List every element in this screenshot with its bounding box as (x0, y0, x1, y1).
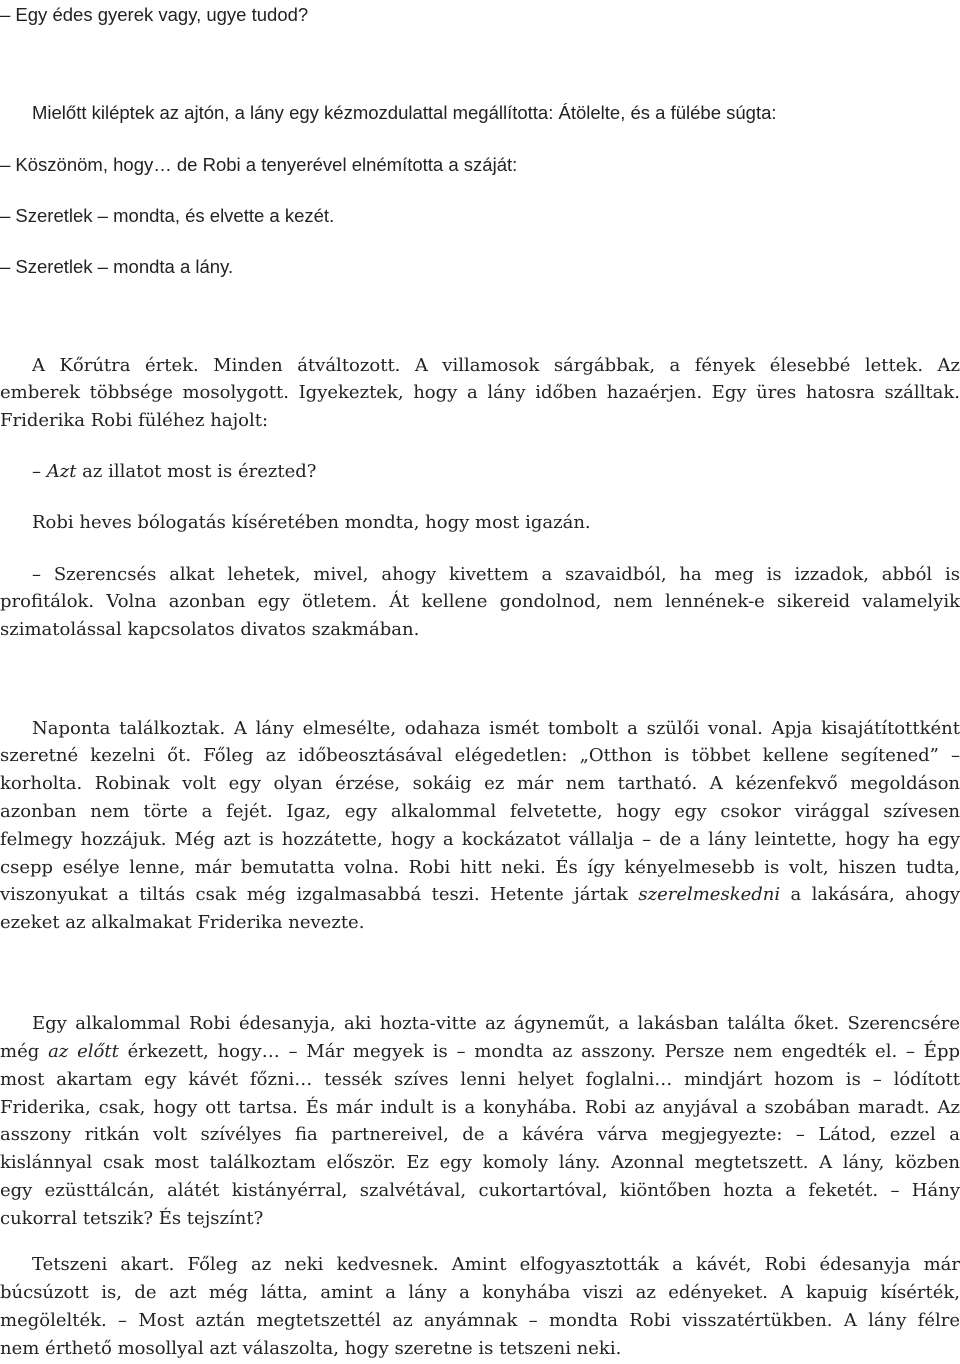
text-line: Friderika Robi füléhez hajolt: (0, 410, 269, 431)
text-line: szimatolással kapcsolatos divatos szakmában. (0, 619, 420, 640)
text-line: – Szerencsés alkat lehetek, mivel, ahogy kivettem a szavaidból, ha meg is izzadok, abból is (32, 564, 960, 585)
text-line: – Köszönöm, hogy… de Robi a tenyerével elnémította a száját: (0, 154, 518, 175)
text-line: szeretné kezelni őt. Főleg az időbeosztásával elégedetlen: „Otthon is többet kellene segítened” – (0, 745, 960, 766)
text-line: – Szeretlek – mondta, és elvette a kezét. (0, 205, 335, 226)
text-line: még az előtt érkezett, hogy… – Már megyek is – mondta az asszony. Persze nem engedték el. – Épp (0, 1041, 960, 1062)
text-line: Friderika, csak, hogy ott tartsa. És már indult is a konyhába. Robi az anyjával a szobában maradt. Az (0, 1097, 960, 1118)
text-line: ezeket az alkalmakat Friderika nevezte. (0, 912, 365, 933)
text-line: felmegy hozzájuk. Még azt is hozzátette, hogy a kockázatot vállalja – de a lány leintette, hogy ha egy (0, 829, 960, 850)
text-line: – Azt az illatot most is érezted? (32, 461, 317, 482)
text-line: megölelték. – Most aztán megtetszettél az anyámnak – mondta Robi visszatértükben. A lány félre (0, 1310, 960, 1331)
text-line: nem érthető mosollyal azt válaszolta, hogy szeretne is tetszeni neki. (0, 1338, 622, 1359)
text-line: Robi heves bólogatás kíséretében mondta, hogy most igazán. (32, 512, 591, 533)
text-line: profitálok. Volna azonban egy ötletem. Át kellene gondolnod, nem lennének-e sikereid valamelyik (0, 591, 960, 612)
text-line: egy ezüsttálcán, alátét kistányérral, szalvétával, cukortartóval, kiöntőben hozta a feketét. – Hány (0, 1180, 960, 1201)
text-line: emberek többsége mosolygott. Igyekeztek, hogy a lány időben hazaérjen. Egy üres hatosra szálltak. (0, 382, 960, 403)
text-line: Tetszeni akart. Főleg az neki kedvesnek. Amint elfogyasztották a kávét, Robi édesanyja már (32, 1254, 960, 1275)
text-line: csepp esélye lenne, már bemutatta volna. Robi hitt neki. És így kényelmesebb is volt, hiszen tudta, (0, 857, 960, 878)
text-line: kislánnyal csak most találkoztam először. Ez egy komoly lány. Azonnal megtetszett. A lány, közben (0, 1152, 960, 1173)
text-line: cukorral tetszik? És tejszínt? (0, 1208, 264, 1229)
text-line: Naponta találkoztak. A lány elmesélte, odahaza ismét tombolt a szülői vonal. Apja kisajátítottként (32, 718, 960, 739)
text-line: asszony ritkán volt szívélyes fia partnereivel, de a kávéra várva megjegyezte: – Látod, ezzel a (0, 1124, 960, 1145)
emphasis: az előtt (48, 1041, 119, 1062)
emphasis: szerelmeskedni (638, 884, 781, 905)
text-line: – Egy édes gyerek vagy, ugye tudod? (0, 4, 309, 25)
text-line: azonban nem törte a fejét. Igaz, egy alkalommal felvetette, hogy egy csokor virággal szívesen (0, 801, 960, 822)
emphasis: Azt (46, 461, 77, 482)
text-line: – Szeretlek – mondta a lány. (0, 256, 234, 277)
text-line: viszonyukat a tiltás csak még izgalmasabbá teszi. Hetente jártak szerelmeskedni a lakására, ahogy (0, 884, 960, 905)
text-line: korholta. Robinak volt egy olyan érzése, sokáig ez már nem tartható. A kézenfekvő megoldáson (0, 773, 960, 794)
text-line: most akartam egy kávét főzni… tessék szíves lenni helyet foglalni… mindjárt hozom is – lódított (0, 1069, 960, 1090)
text-line: Mielőtt kiléptek az ajtón, a lány egy kézmozdulattal megállította: Átölelte, és a fülébe súgta: (32, 102, 777, 123)
text-line: A Kőrútra értek. Minden átváltozott. A villamosok sárgábbak, a fények élesebbé lettek. Az (32, 355, 960, 376)
text-line: búcsúzott is, de azt még látta, amint a lány a konyhába viszi az edényeket. A kapuig kísérték, (0, 1282, 960, 1303)
text-line: Egy alkalommal Robi édesanyja, aki hozta-vitte az ágyneműt, a lakásban találta őket. Szerencsére (32, 1013, 960, 1034)
